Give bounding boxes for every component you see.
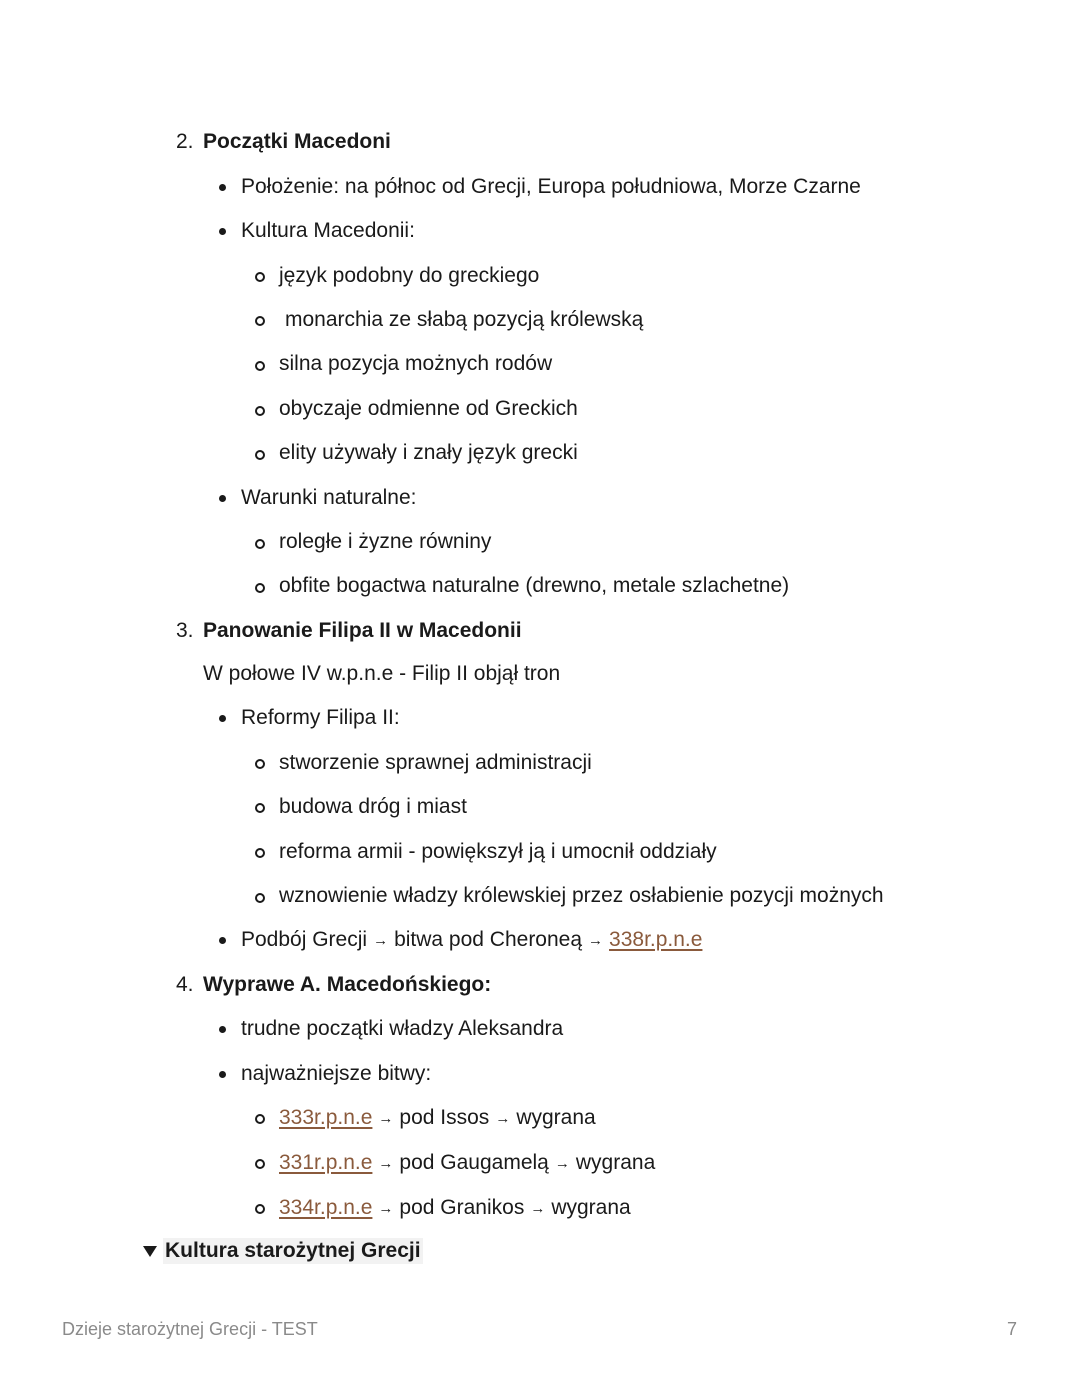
list-item: obfite bogactwa naturalne (drewno, metale szlachetne) (279, 574, 790, 597)
battle-item (279, 1150, 655, 1178)
date-link[interactable]: 334r.p.n.e (279, 1196, 373, 1219)
battle-place: pod Granikos (399, 1196, 525, 1219)
footer-title: Dzieje starożytnej Grecji - TEST (62, 1319, 318, 1339)
arrow-icon: → (495, 1110, 511, 1127)
bullet-icon (219, 184, 226, 191)
battle-place: pod Issos (399, 1106, 490, 1129)
list-item: Warunki naturalne: (241, 486, 417, 509)
battle-result: wygrana (516, 1106, 596, 1129)
bullet-icon (219, 1026, 226, 1033)
arrow-icon: → (373, 932, 389, 949)
date-link[interactable]: 331r.p.n.e (279, 1151, 373, 1174)
conquest-text: Podbój Grecji (241, 928, 368, 951)
date-link[interactable]: 338r.p.n.e (609, 928, 703, 951)
sub-bullet-icon (255, 272, 265, 282)
toggle-triangle-icon[interactable] (143, 1246, 157, 1257)
arrow-icon: → (530, 1200, 546, 1217)
battle-item (279, 1195, 631, 1223)
paragraph: W połowe IV w.p.n.e - Filip II objął tron (203, 662, 561, 685)
section-number: 2. (176, 130, 194, 153)
list-item: budowa dróg i miast (279, 795, 467, 818)
arrow-icon: → (554, 1155, 570, 1172)
bullet-icon (219, 228, 226, 235)
list-item: obyczaje odmienne od Greckich (279, 397, 578, 420)
list-item: trudne początki władzy Aleksandra (241, 1017, 564, 1040)
page-number: 7 (1006, 1319, 1017, 1339)
list-item: wznowienie władzy królewskiej przez osłabienie pozycji możnych (279, 884, 884, 907)
list-item: monarchia ze słabą pozycją królewską (285, 308, 644, 331)
conquest-item (241, 927, 702, 955)
sub-bullet-icon (255, 803, 265, 813)
section-number: 3. (176, 619, 194, 642)
list-item: język podobny do greckiego (279, 264, 540, 287)
toggle-heading[interactable]: Kultura starożytnej Grecji (165, 1239, 421, 1262)
section-heading: Początki Macedoni (203, 130, 391, 153)
list-item: najważniejsze bitwy: (241, 1062, 432, 1085)
sub-bullet-icon (255, 848, 265, 858)
list-item: stworzenie sprawnej administracji (279, 751, 592, 774)
bullet-icon (219, 937, 226, 944)
list-item: roległe i żyzne równiny (279, 530, 492, 553)
sub-bullet-icon (255, 583, 265, 593)
sub-bullet-icon (255, 1159, 265, 1169)
bullet-icon (219, 495, 226, 502)
list-item: Położenie: na północ od Grecji, Europa południowa, Morze Czarne (241, 175, 861, 198)
list-item: Reformy Filipa II: (241, 706, 400, 729)
section-number: 4. (176, 973, 194, 996)
sub-bullet-icon (255, 539, 265, 549)
arrow-icon: → (588, 932, 604, 949)
battle-result: wygrana (551, 1196, 631, 1219)
arrow-icon: → (378, 1110, 394, 1127)
sub-bullet-icon (255, 1114, 265, 1124)
list-item: elity używały i znały język grecki (279, 441, 578, 464)
section-heading: Wyprawe A. Macedońskiego: (203, 973, 492, 996)
list-item: reforma armii - powiększył ją i umocnił oddziały (279, 840, 717, 863)
battle-result: wygrana (575, 1151, 656, 1174)
sub-bullet-icon (255, 316, 265, 326)
arrow-icon: → (378, 1200, 394, 1217)
bullet-icon (219, 1071, 226, 1078)
section-heading: Panowanie Filipa II w Macedonii (203, 619, 522, 642)
sub-bullet-icon (255, 893, 265, 903)
arrow-icon: → (378, 1155, 394, 1172)
battle-text: bitwa pod Cheroneą (394, 928, 583, 951)
bullet-icon (219, 715, 226, 722)
sub-bullet-icon (255, 361, 265, 371)
battle-item (279, 1105, 596, 1133)
sub-bullet-icon (255, 1204, 265, 1214)
battle-place: pod Gaugamelą (399, 1151, 549, 1174)
list-item: silna pozycja możnych rodów (279, 352, 553, 375)
sub-bullet-icon (255, 759, 265, 769)
sub-bullet-icon (255, 406, 265, 416)
date-link[interactable]: 333r.p.n.e (279, 1106, 373, 1129)
sub-bullet-icon (255, 450, 265, 460)
list-item: Kultura Macedonii: (241, 219, 415, 242)
